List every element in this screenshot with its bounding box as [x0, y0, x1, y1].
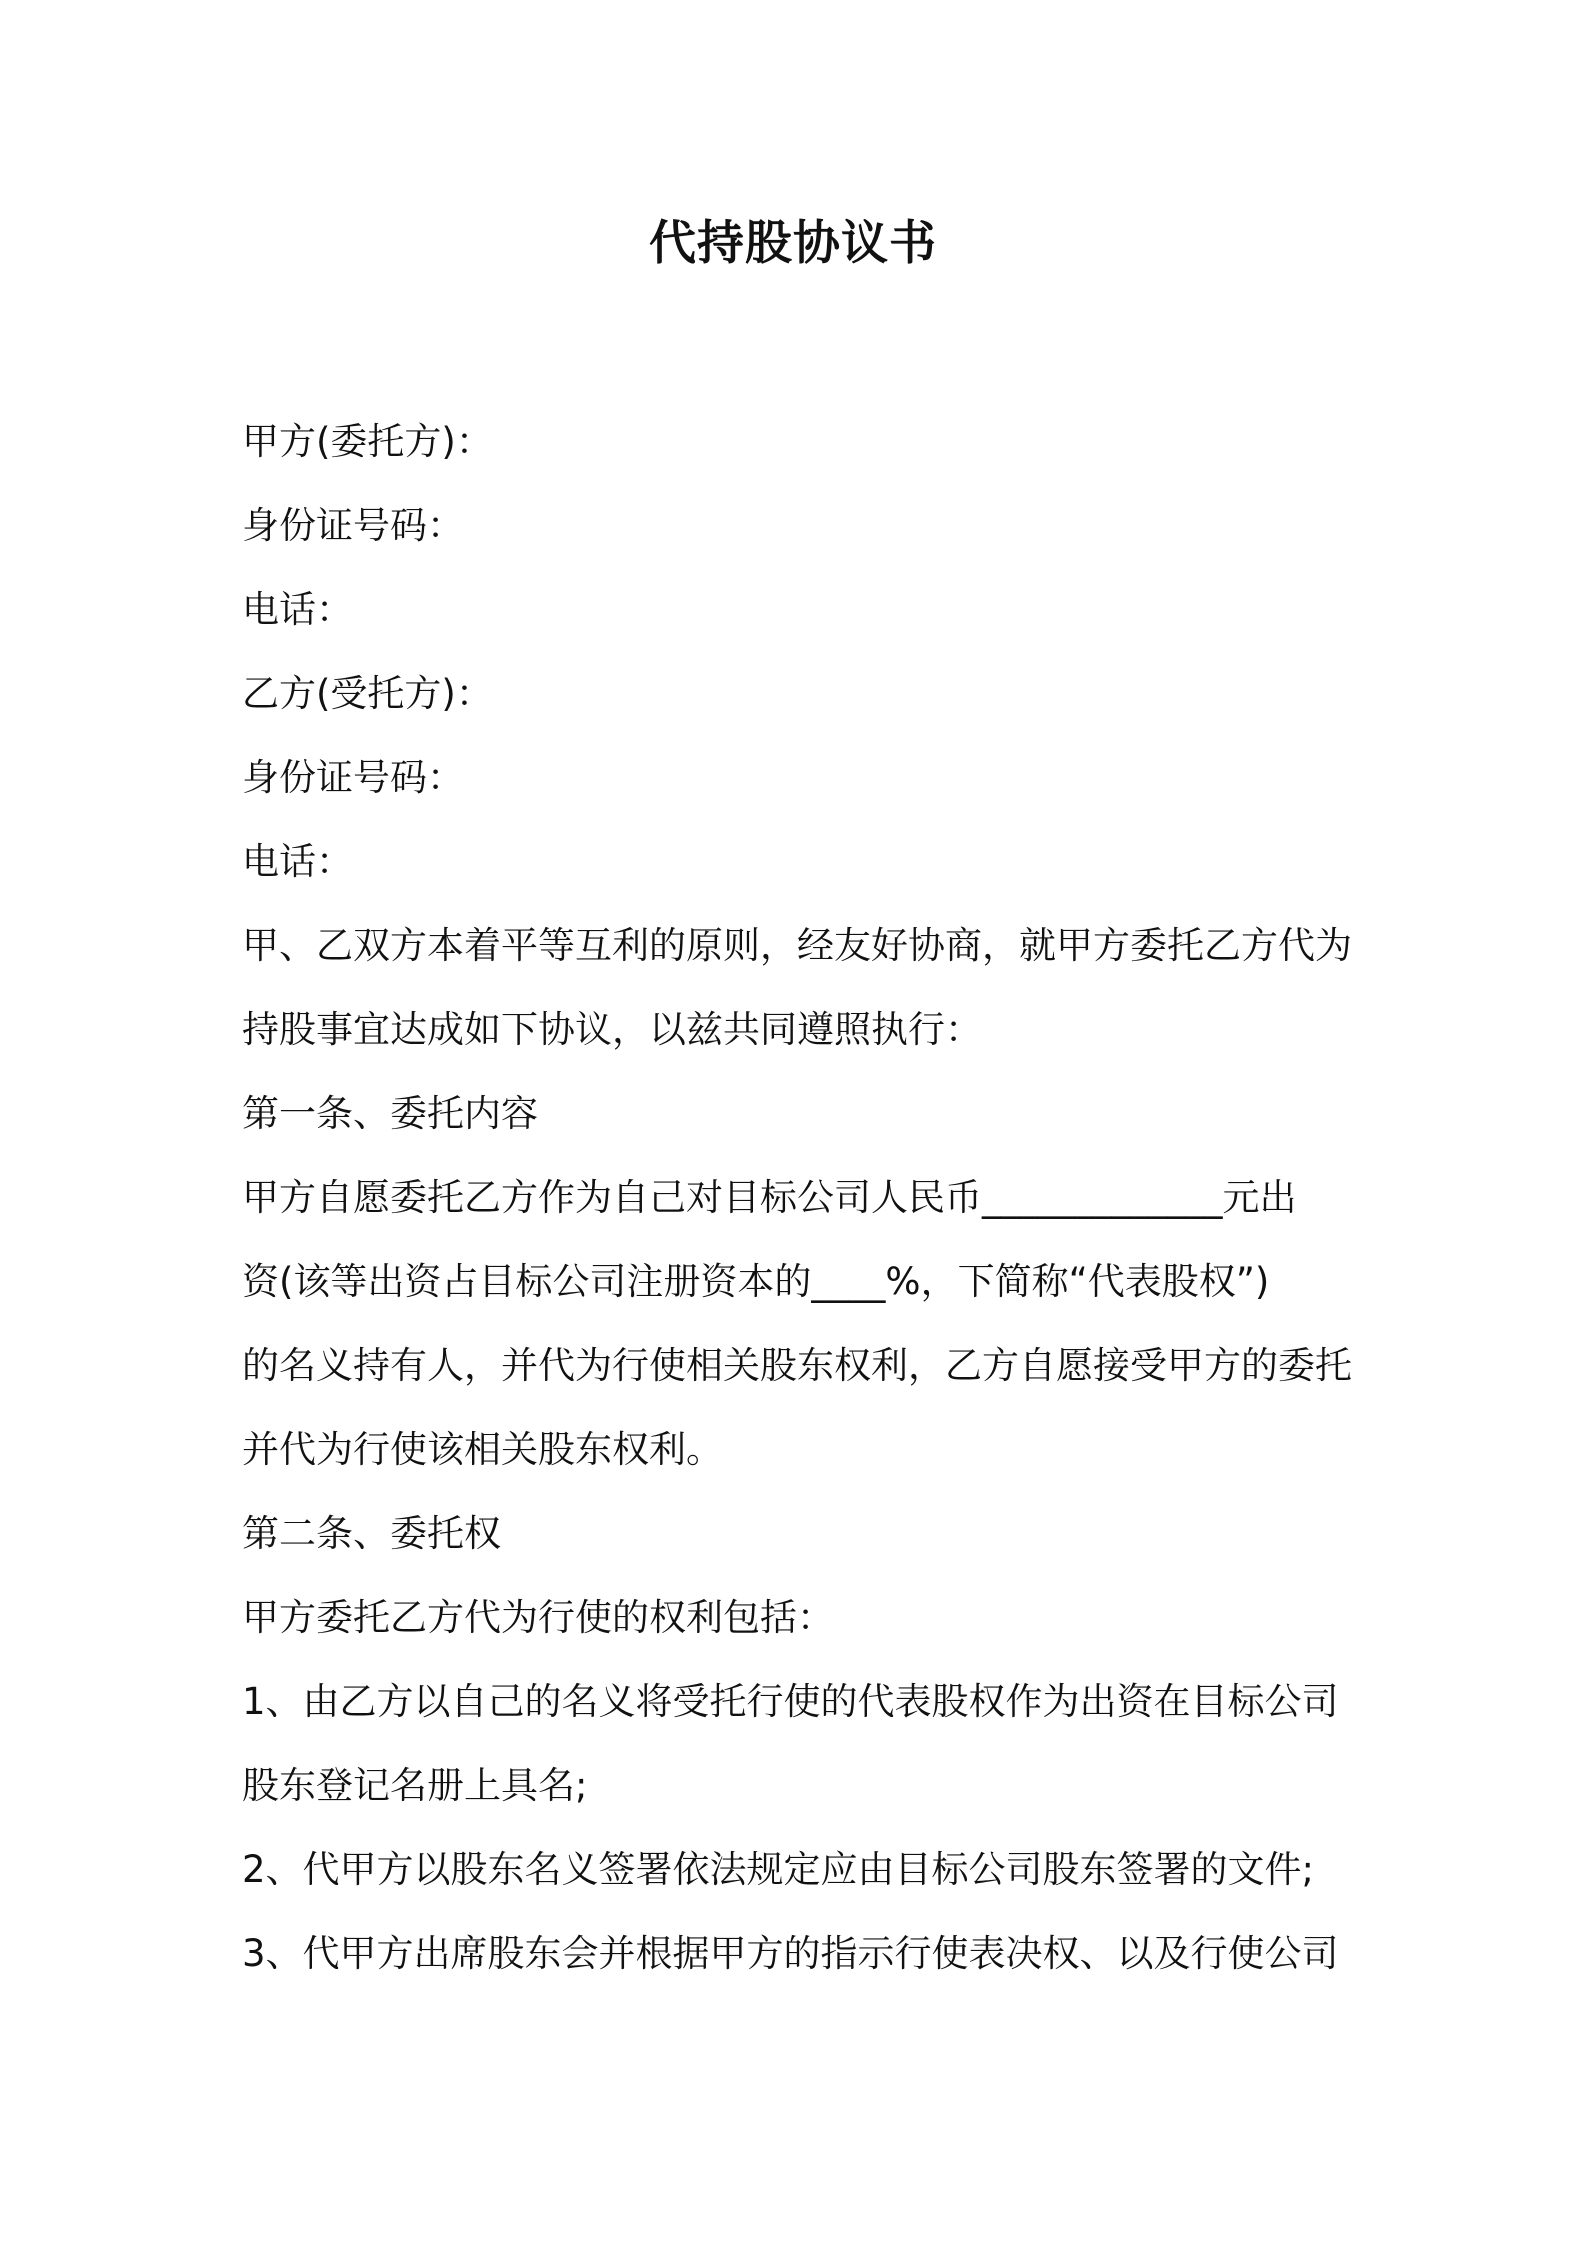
article-one-text-line: 资(该等出资占目标公司注册资本的____%，下简称“代表股权”) [242, 1260, 1270, 1303]
party-a-label: 甲方(委托方)： [242, 420, 493, 463]
party-a-phone-label: 电话： [242, 588, 353, 631]
party-b-phone-label: 电话： [242, 840, 353, 883]
list-item-line: 股东登记名册上具名; [242, 1764, 588, 1807]
document-body [242, 400, 1366, 1996]
article-one-text-line: 并代为行使该相关股东权利。 [242, 1428, 723, 1471]
document-title: 代持股协议书 [649, 216, 937, 271]
article-one-text-line: 的名义持有人，并代为行使相关股东权利，乙方自愿接受甲方的委托 [242, 1344, 1352, 1387]
preamble-line: 甲、乙双方本着平等互利的原则，经友好协商，就甲方委托乙方代为 [242, 924, 1352, 967]
list-item-line: 2、代甲方以股东名义签署依法规定应由目标公司股东签署的文件; [242, 1848, 1315, 1891]
article-one-text-line: 甲方自愿委托乙方作为自己对目标公司人民币_____________元出 [242, 1176, 1297, 1219]
preamble-line: 持股事宜达成如下协议，以兹共同遵照执行： [242, 1008, 982, 1051]
party-b-label: 乙方(受托方)： [242, 672, 493, 715]
article-two-heading: 第二条、委托权 [242, 1512, 501, 1555]
party-a-id-label: 身份证号码： [242, 504, 464, 547]
party-b-id-label: 身份证号码： [242, 756, 464, 799]
list-item-line: 1、由乙方以自己的名义将受托行使的代表股权作为出资在目标公司 [242, 1680, 1339, 1723]
article-one-heading: 第一条、委托内容 [242, 1092, 538, 1135]
list-item-line: 3、代甲方出席股东会并根据甲方的指示行使表决权、以及行使公司 [242, 1932, 1339, 1975]
article-two-intro: 甲方委托乙方代为行使的权利包括： [242, 1596, 834, 1639]
